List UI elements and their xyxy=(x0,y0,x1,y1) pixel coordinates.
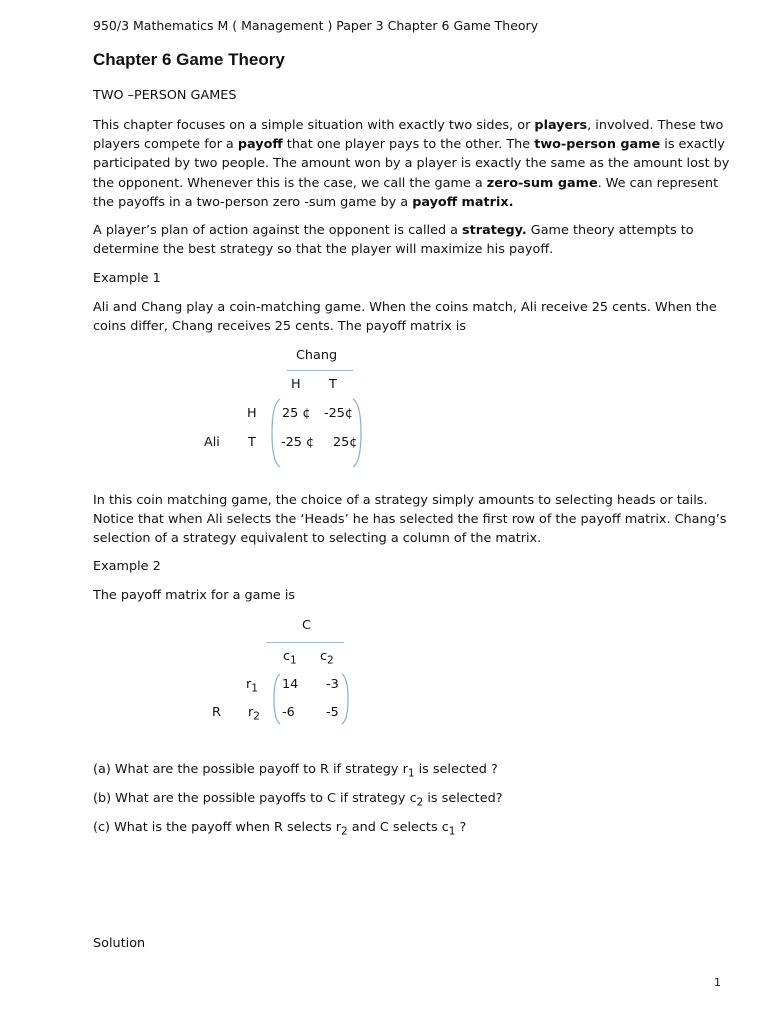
example-1-text: Ali and Chang play a coin-matching game. When the coins match, Ali receive 25 cents. When the coins differ, Chang receives 25 cents. The payoff matrix is xyxy=(93,300,717,335)
right-bracket xyxy=(340,673,350,725)
left-bracket xyxy=(270,398,282,468)
row-label: $r_1$ xyxy=(246,677,258,695)
question-a: (a) What are the possible payoff to R if strategy $r_1$ is selected ? xyxy=(93,762,498,780)
matrix-cell: -25 ¢ xyxy=(281,435,315,450)
running-header: 950/3 Mathematics M ( Management ) Paper 3 Chapter 6 Game Theory xyxy=(93,18,539,33)
column-label: T xyxy=(329,377,337,392)
column-player-rule xyxy=(266,642,344,643)
row-label: $r_2$ xyxy=(248,705,260,723)
column-label: H xyxy=(291,377,301,392)
left-bracket xyxy=(272,673,282,725)
column-player-label: C xyxy=(302,618,311,633)
row-label: T xyxy=(248,435,256,450)
matrix-cell: -3 xyxy=(326,677,339,692)
matrix-cell: -6 xyxy=(282,705,295,720)
matrix-cell: -25¢ xyxy=(324,406,354,421)
row-player-label: Ali xyxy=(204,435,220,450)
chapter-title: Chapter 6 Game Theory xyxy=(93,50,285,69)
matrix-cell: 25 ¢ xyxy=(282,406,311,421)
matrix-cell: 25¢ xyxy=(333,435,358,450)
column-label: $c_2$ xyxy=(320,649,334,667)
question-b: (b) What are the possible payoffs to C if strategy $c_2$ is selected? xyxy=(93,791,503,809)
example-2-text: The payoff matrix for a game is xyxy=(93,588,296,603)
strategy-paragraph: A player’s plan of action against the opponent is called a strategy. Game theory attempts to determine the best strategy so that the player will maximize his payoff. xyxy=(93,223,694,258)
matrix-cell: 14 xyxy=(282,677,299,692)
page-number: 1 xyxy=(714,976,721,989)
matrix-cell: -5 xyxy=(326,705,339,720)
section-heading: TWO –PERSON GAMES xyxy=(93,88,237,103)
row-player-label: R xyxy=(212,705,221,720)
question-c: (c) What is the payoff when R selects $r_2$ and C selects $c_1$ ? xyxy=(93,820,467,838)
column-player-rule xyxy=(287,370,353,371)
solution-heading: Solution xyxy=(93,936,146,951)
column-label: $c_1$ xyxy=(283,649,297,667)
column-player-label: Chang xyxy=(296,348,338,363)
example-1-label: Example 1 xyxy=(93,271,161,286)
explanation-paragraph: In this coin matching game, the choice of a strategy simply amounts to selecting heads or tails. Notice that when Ali selects the ‘Heads’ he has selected the first row of the payoff matrix. Chang’s selection of a strategy equivalent to selecting a column of the matrix. xyxy=(93,493,727,547)
row-label: H xyxy=(247,406,257,421)
example-2-label: Example 2 xyxy=(93,559,161,574)
intro-paragraph: This chapter focuses on a simple situation with exactly two sides, or players, involved. These two players compete for a payoff that one player pays to the other. The two-person game is exactly participated by two people. The amount won by a player is exactly the same as the amount lost by the opponent. Whenever this is the case, we call the game a zero-sum game. We can represent the payoffs in a two-person zero -sum game by a payoff matrix. xyxy=(93,118,730,210)
